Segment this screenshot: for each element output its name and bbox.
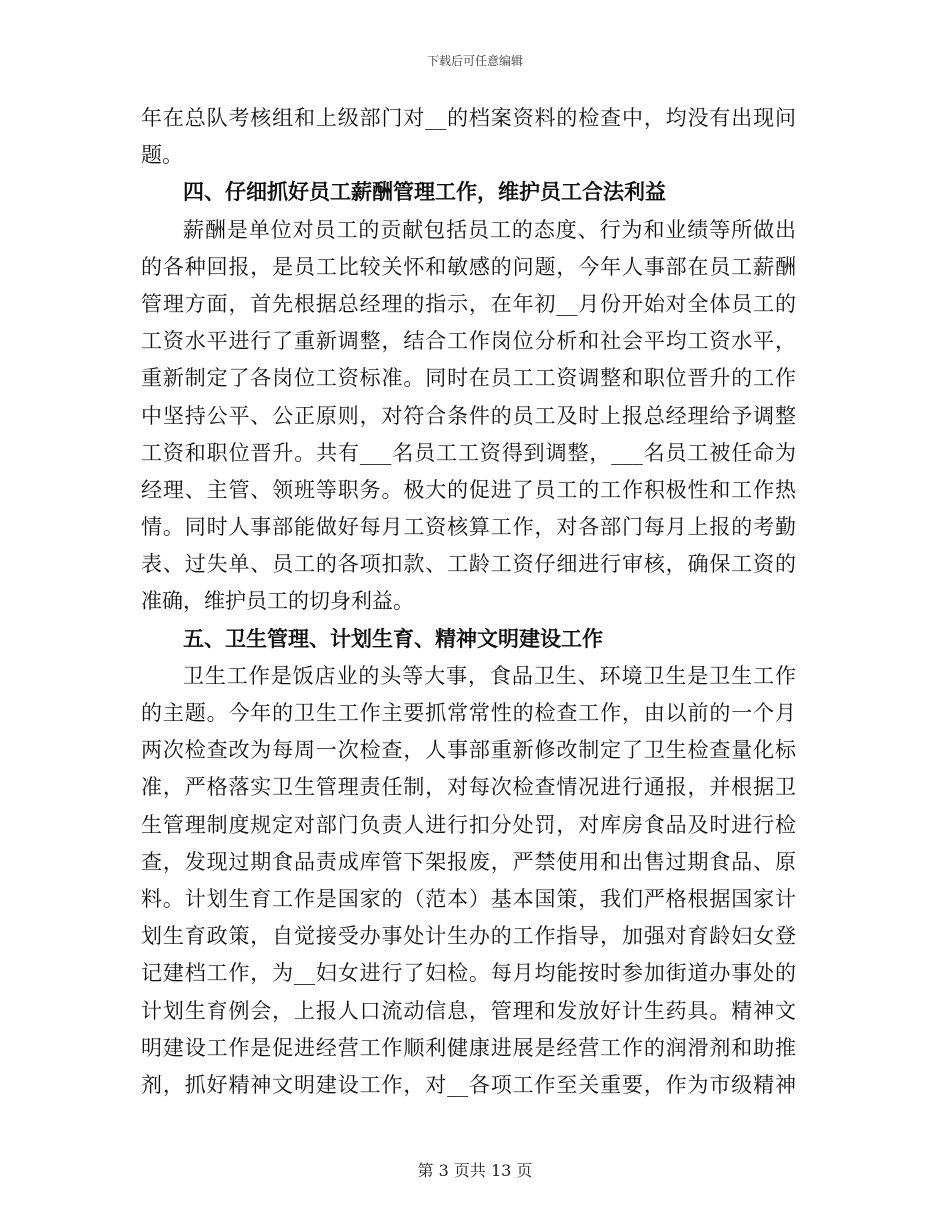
body-line: 年在总队考核组和上级部门对__的档案资料的检查中，均没有出现问 [141,106,796,130]
body-line: 情。同时人事部能做好每月工资核算工作，对各部门每月上报的考勤 [141,515,796,540]
body-line: 管理方面，首先根据总经理的指示，在年初__月份开始对全体员工的 [141,291,796,316]
document-body [141,100,796,1104]
body-line: 料。计划生育工作是国家的（范本）基本国策，我们严格根据国家计 [141,886,796,911]
body-line: 记建档工作，为__妇女进行了妇检。每月均能按时参加街道办事处的 [141,961,796,986]
body-line: 薪酬是单位对员工的贡献包括员工的态度、行为和业绩等所做出 [183,217,796,242]
body-line: 计划生育例会，上报人口流动信息，管理和发放好计生药具。精神文 [141,998,796,1023]
body-line: 的各种回报，是员工比较关怀和敏感的问题，今年人事部在员工薪酬 [141,254,796,279]
body-line: 明建设工作是促进经营工作顺利健康进展是经营工作的润滑剂和助推 [141,1035,796,1060]
body-line: 查，发现过期食品责成库管下架报废，严禁使用和出售过期食品、原 [141,849,796,874]
body-line: 准，严格落实卫生管理责任制，对每次检查情况进行通报，并根据卫 [141,775,796,800]
body-line: 重新制定了各岗位工资标准。同时在员工工资调整和职位晋升的工作 [141,366,796,391]
page-number-footer: 第 3 页共 13 页 [417,1161,533,1180]
body-line: 工资和职位晋升。共有___名员工工资得到调整，___名员工被任命为 [141,440,796,465]
body-line: 表、过失单、员工的各项扣款、工龄工资仔细进行审核，确保工资的 [141,552,796,577]
body-line: 剂，抓好精神文明建设工作，对__各项工作至关重要，作为市级精神 [141,1072,796,1097]
body-line: 工资水平进行了重新调整，结合工作岗位分析和社会平均工资水平， [141,329,796,354]
body-line: 的主题。今年的卫生工作主要抓常常性的检查工作，由以前的一个月 [141,701,796,725]
page-header: 下载后可任意编辑 [426,54,523,68]
body-line: 生管理制度规定对部门负责人进行扣分处罚，对库房食品及时进行检 [141,812,796,837]
section-heading: 五、卫生管理、计划生育、精神文明建设工作 [183,626,603,651]
body-line: 中坚持公平、公正原则，对符合条件的员工及时上报总经理给予调整 [141,403,796,428]
body-line: 经理、主管、领班等职务。极大的促进了员工的工作积极性和工作热 [141,477,796,502]
body-line: 题。 [141,143,183,168]
body-line: 划生育政策，自觉接受办事处计生办的工作指导，加强对育龄妇女登 [141,924,796,949]
body-line: 准确，维护员工的切身利益。 [141,589,414,614]
body-line: 卫生工作是饭店业的头等大事，食品卫生、环境卫生是卫生工作 [183,663,796,688]
body-line: 两次检查改为每周一次检查，人事部重新修改制定了卫生检查量化标 [141,738,796,763]
section-heading: 四、仔细抓好员工薪酬管理工作，维护员工合法利益 [183,180,666,205]
